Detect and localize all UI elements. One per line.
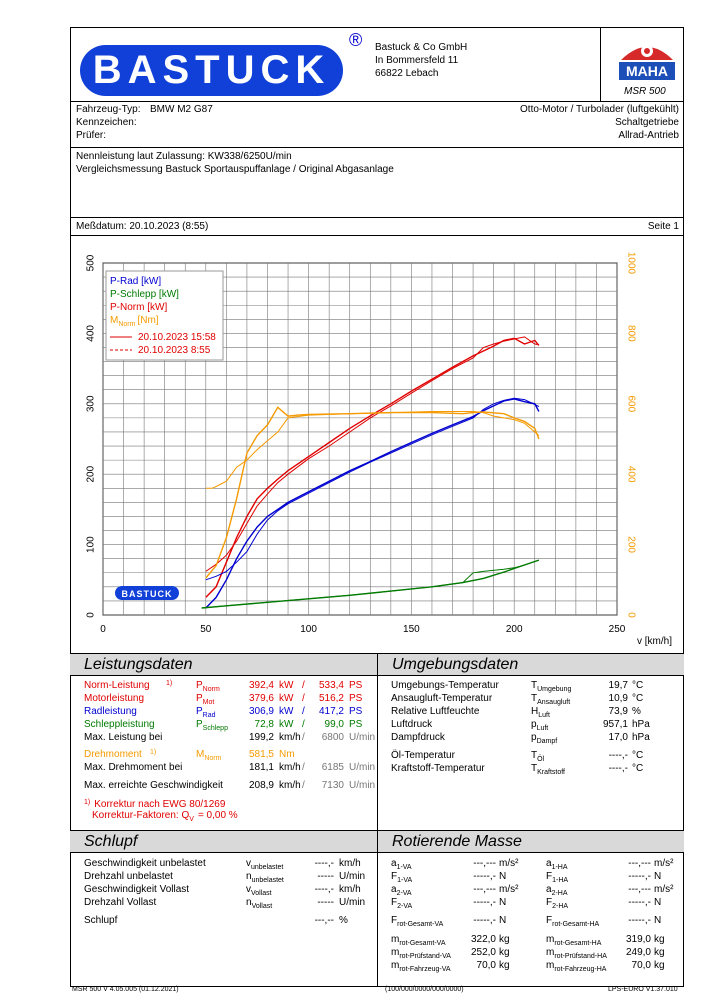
- schlupf-row: [84, 897, 374, 910]
- schlupf-value: ---,--: [314, 915, 334, 926]
- umgebung-symbol-main: p: [531, 732, 537, 743]
- x-tick-label: 50: [200, 624, 212, 635]
- summary-value: 208,9: [248, 780, 274, 791]
- summary-rpm: 6800: [321, 732, 344, 743]
- drehmoment-symbol-sub: Norm: [204, 755, 222, 762]
- schlupf-value: ----,-: [314, 884, 334, 895]
- rotierend-value: 70,0: [476, 960, 496, 971]
- rotierend-symbol-main: F: [546, 897, 553, 908]
- y-left-tick-label: 500: [85, 254, 97, 272]
- rotierend-row-left: [391, 960, 541, 973]
- measure-date: Meßdatum: 20.10.2023 (8:55): [76, 221, 209, 232]
- y-right-tick-label: 200: [625, 536, 637, 553]
- umgebung-symbol-main: T: [531, 750, 538, 761]
- divider: [377, 831, 378, 987]
- leistung-symbol-main: P: [196, 706, 203, 717]
- rotierend-symbol-main: F: [391, 915, 398, 926]
- rotierend-symbol-main: m: [546, 934, 555, 945]
- summary-label: Max. Leistung bei: [84, 732, 163, 743]
- leistung-unit-ps: PS: [349, 719, 363, 730]
- leistung-row: [84, 680, 374, 693]
- legend-m-norm-sym: M: [110, 315, 119, 326]
- schlupf-symbol-sub: unbelastet: [251, 864, 284, 871]
- umgebung-row: [391, 680, 681, 693]
- legend-p-schlepp: P-Schlepp [kW]: [110, 289, 179, 300]
- umgebung-unit: %: [632, 706, 641, 717]
- rotierend-value: 249,0: [625, 947, 651, 958]
- rotierend-symbol-main: m: [391, 947, 400, 958]
- y-right-tick-label: 1000: [625, 251, 637, 275]
- summary-rpm: 7130: [321, 780, 344, 791]
- drehmoment-label: Drehmoment: [84, 749, 142, 760]
- schlupf-row: [84, 858, 374, 871]
- schlupf-symbol-main: n: [246, 897, 252, 908]
- schlupf-unit: km/h: [339, 858, 361, 869]
- rotierend-symbol: [546, 915, 599, 931]
- rotierend-value: -----,-: [628, 897, 651, 908]
- leistung-value-ps: 99,0: [324, 719, 344, 730]
- leistung-unit-ps: PS: [349, 706, 363, 717]
- y-right-tick-label: 800: [625, 325, 637, 342]
- schlupf-symbol-sub: Vollast: [251, 903, 273, 910]
- y-left-tick-label: 400: [85, 325, 97, 342]
- legend-p-rad: P-Rad [kW]: [110, 276, 162, 287]
- divider: [70, 235, 684, 236]
- maha-logo: [617, 38, 677, 82]
- summary-value: 199,2: [248, 732, 274, 743]
- umgebung-symbol-main: H: [531, 706, 539, 717]
- rotierend-symbol-sub: rot-Prüfstand-HA: [554, 953, 607, 960]
- footer-center: (100/000/0000/000/0000): [385, 986, 464, 993]
- rotierend-symbol-sub: 1-VA: [396, 864, 412, 871]
- umgebung-value: 10,9: [608, 693, 628, 704]
- schlupf-symbol-sub: unbelastet: [251, 877, 284, 884]
- rotierend-symbol-sub: rot-Gesamt-VA: [397, 921, 444, 928]
- rotierend-symbol-main: a: [391, 858, 397, 869]
- umgebung-symbol-main: p: [531, 719, 537, 730]
- umgebung-value: 73,9: [608, 706, 628, 717]
- umgebung-symbol-sub: Umgebung: [537, 686, 572, 693]
- tester-label: Prüfer:: [76, 130, 107, 141]
- umgebung-label: Luftdruck: [391, 719, 433, 730]
- rotierend-symbol: [391, 960, 451, 976]
- vehicle-type-value: BMW M2 G87: [150, 104, 213, 115]
- rotierend-symbol: [546, 897, 568, 913]
- leistung-title: Leistungsdaten: [70, 654, 377, 676]
- rotierend-row-left: [391, 871, 541, 884]
- rotierend-unit: N: [499, 897, 507, 908]
- schlupf-row: [84, 884, 374, 897]
- schlupf-title: Schlupf: [70, 831, 377, 853]
- y-left-tick-label: 300: [85, 395, 97, 413]
- leistung-symbol-sub: Rad: [202, 712, 216, 719]
- rotierend-value: -----,-: [473, 915, 496, 926]
- rotierend-symbol-main: F: [546, 871, 553, 882]
- umgebung-label: Öl-Temperatur: [391, 750, 455, 761]
- legend-m-norm-unit: [Nm]: [137, 315, 159, 326]
- note-line: Nennleistung laut Zulassung: KW338/6250U/min: [76, 151, 292, 162]
- rotierend-unit: N: [654, 897, 662, 908]
- leistung-unit-kw: kW: [279, 693, 294, 704]
- rotierend-row-left: [391, 947, 541, 960]
- umgebung-symbol: [531, 732, 557, 748]
- schlupf-label: Geschwindigkeit unbelastet: [84, 858, 206, 869]
- page-number: Seite 1: [647, 221, 679, 232]
- rotierend-symbol-main: m: [391, 960, 400, 971]
- rotierend-symbol-sub: 1-HA: [551, 864, 568, 871]
- umgebung-value: 19,7: [608, 680, 628, 691]
- rotierend-symbol: [391, 897, 412, 913]
- x-tick-label: 0: [100, 624, 106, 635]
- rotierend-value: 322,0: [470, 934, 496, 945]
- leistung-symbol-main: P: [196, 719, 203, 730]
- rotierend-unit: N: [499, 871, 507, 882]
- rotierend-row-right: [546, 915, 696, 928]
- rotierend-value: ---,---: [473, 858, 496, 869]
- device-label: MSR 500: [624, 86, 666, 97]
- summary-unit: km/h: [279, 732, 301, 743]
- schlupf-symbol-main: v: [246, 884, 251, 895]
- umgebung-unit: °C: [632, 693, 644, 704]
- leistung-symbol-main: P: [196, 680, 203, 691]
- umgebung-unit: hPa: [632, 732, 650, 743]
- korrektur-note: 1): [84, 799, 91, 806]
- umgebung-unit: °C: [632, 680, 644, 691]
- umgebung-label: Umgebungs-Temperatur: [391, 680, 499, 691]
- rotierend-symbol-sub: 2-VA: [396, 890, 412, 897]
- faktor-value: = 0,00 %: [197, 810, 238, 821]
- rotierend-symbol: [391, 915, 443, 931]
- leistung-label: Radleistung: [84, 706, 137, 717]
- divider: [70, 217, 684, 218]
- divider: [377, 654, 378, 830]
- rotierend-symbol-sub: 1-VA: [397, 877, 413, 884]
- drehmoment-note: 1): [150, 749, 157, 756]
- umgebung-symbol-sub: Luft: [538, 712, 550, 719]
- schlupf-value: -----: [317, 897, 334, 908]
- leistung-row: [84, 693, 374, 706]
- rotierend-unit: kg: [499, 934, 510, 945]
- rotierend-symbol-main: a: [546, 884, 552, 895]
- leistung-slash: /: [302, 706, 305, 717]
- leistung-value-ps: 516,2: [318, 693, 344, 704]
- rotierend-value: 319,0: [625, 934, 651, 945]
- schlupf-unit: U/min: [339, 897, 366, 908]
- rotierend-row-right: [546, 858, 696, 871]
- company-line: 66822 Lebach: [375, 68, 439, 79]
- x-tick-label: 100: [300, 624, 317, 635]
- summary-rpm-unit: U/min: [349, 780, 376, 791]
- umgebung-symbol-main: T: [531, 763, 538, 774]
- rotierend-symbol: [546, 960, 606, 976]
- umgebung-symbol-sub: Ansaugluft: [537, 699, 571, 706]
- rotierend-symbol-sub: 1-HA: [552, 877, 569, 884]
- leistung-note: 1): [166, 680, 173, 687]
- leistung-summary-row: [84, 780, 374, 793]
- rotierend-row-left: [391, 884, 541, 897]
- schlupf-unit: U/min: [339, 871, 366, 882]
- umgebung-row: [391, 693, 681, 706]
- rotierend-value: -----,-: [628, 871, 651, 882]
- rotierend-unit: kg: [499, 947, 510, 958]
- divider: [70, 101, 684, 102]
- leistung-symbol-main: P: [196, 693, 203, 704]
- schlupf-symbol-main: v: [246, 858, 251, 869]
- rotierend-row-right: [546, 947, 696, 960]
- umgebung-label: Kraftstoff-Temperatur: [391, 763, 485, 774]
- leistung-label: Schleppleistung: [84, 719, 155, 730]
- rotierend-row-right: [546, 934, 696, 947]
- y-right-tick-label: 600: [625, 395, 637, 413]
- rotierend-symbol-main: F: [391, 871, 398, 882]
- umgebung-value: 957,1: [602, 719, 628, 730]
- schlupf-value: -----: [317, 871, 334, 882]
- divider: [600, 27, 601, 101]
- drehmoment-row: [84, 749, 374, 762]
- leistung-value-kw: 392,4: [248, 680, 274, 691]
- rotierend-symbol-main: a: [391, 884, 397, 895]
- footer-left: MSR 500 V 4.05.005 (01.12.2021): [72, 986, 179, 993]
- leistung-unit-kw: kW: [279, 680, 294, 691]
- umgebung-row: [391, 750, 681, 763]
- registered-mark: ®: [349, 30, 363, 50]
- summary-rpm-unit: U/min: [349, 732, 376, 743]
- drive-type: Allrad-Antrieb: [618, 130, 679, 141]
- chart-badge: [115, 586, 179, 600]
- rotierend-symbol-main: m: [546, 947, 555, 958]
- summary-rpm: 6185: [321, 762, 344, 773]
- divider: [70, 147, 684, 148]
- y-left-tick-label: 200: [85, 465, 97, 483]
- summary-unit: km/h: [279, 762, 301, 773]
- schlupf-unit: km/h: [339, 884, 361, 895]
- schlupf-label: Geschwindigkeit Vollast: [84, 884, 190, 895]
- summary-slash: /: [302, 762, 305, 773]
- summary-label: Max. erreichte Geschwindigkeit: [84, 780, 223, 791]
- rotierend-symbol-sub: rot-Prüfstand-VA: [399, 953, 451, 960]
- rotierend-row-right: [546, 960, 696, 973]
- rotierend-value: -----,-: [628, 915, 651, 926]
- rotierend-symbol-main: F: [391, 897, 398, 908]
- faktor-sub: V: [189, 816, 194, 823]
- rotierend-unit: kg: [499, 960, 510, 971]
- umgebung-symbol-main: T: [531, 680, 538, 691]
- rotierend-unit: kg: [654, 960, 665, 971]
- umgebung-symbol-main: T: [531, 693, 538, 704]
- schlupf-symbol-main: n: [246, 871, 252, 882]
- engine-type: Otto-Motor / Turbolader (luftgekühlt): [520, 104, 679, 115]
- leistung-value-ps: 533,4: [318, 680, 344, 691]
- leistung-symbol-sub: Mot: [202, 699, 215, 706]
- umgebung-symbol-sub: Luft: [536, 725, 549, 732]
- drehmoment-unit: Nm: [279, 749, 295, 760]
- rotierend-row-left: [391, 915, 541, 928]
- leistung-slash: /: [302, 719, 305, 730]
- y-left-tick-label: 100: [85, 536, 97, 553]
- umgebung-title: Umgebungsdaten: [377, 654, 684, 676]
- umgebung-symbol-sub: Kraftstoff: [537, 769, 565, 776]
- umgebung-label: Relative Luftfeuchte: [391, 706, 480, 717]
- rotierend-symbol-sub: rot-Fahrzeug-HA: [554, 966, 607, 973]
- umgebung-symbol-sub: Öl: [537, 756, 545, 763]
- rotierend-symbol-sub: rot-Gesamt-VA: [399, 940, 446, 947]
- umgebung-label: Dampfdruck: [391, 732, 445, 743]
- summary-slash: /: [302, 732, 305, 743]
- leistung-symbol-sub: Norm: [202, 686, 220, 693]
- schlupf-row: [84, 871, 374, 884]
- x-tick-label: 250: [608, 624, 626, 635]
- leistung-symbol-sub: Schlepp: [202, 725, 228, 732]
- rotierend-unit: kg: [654, 934, 665, 945]
- leistung-value-ps: 417,2: [318, 706, 344, 717]
- gearbox-type: Schaltgetriebe: [615, 117, 679, 128]
- leistung-value-kw: 306,9: [248, 706, 274, 717]
- rotierend-unit: kg: [654, 947, 665, 958]
- leistung-label: Norm-Leistung: [84, 680, 150, 691]
- umgebung-unit: °C: [632, 750, 644, 761]
- umgebung-value: ----,-: [608, 763, 628, 774]
- rotierend-value: -----,-: [473, 871, 496, 882]
- x-tick-label: 200: [505, 624, 523, 635]
- power-chart: [70, 240, 684, 650]
- rotierend-row-right: [546, 871, 696, 884]
- leistung-label: Motorleistung: [84, 693, 145, 704]
- drehmoment-symbol-main: M: [196, 749, 205, 760]
- rotierend-unit: N: [654, 915, 662, 926]
- schlupf-unit: %: [339, 915, 348, 926]
- schlupf-label: Drehzahl unbelastet: [84, 871, 173, 882]
- rotierend-value: 70,0: [631, 960, 651, 971]
- rotierend-value: -----,-: [473, 897, 496, 908]
- rotierend-symbol-sub: 2-HA: [551, 890, 568, 897]
- drehmoment-value: 581,5: [248, 749, 274, 760]
- maha-logo-text: MAHA: [626, 63, 668, 79]
- leistung-summary-row: [84, 732, 374, 745]
- vehicle-type-label: Fahrzeug-Typ:: [76, 104, 141, 115]
- footer-right: LPS-EURO V1.37.010: [608, 986, 678, 993]
- leistung-slash: /: [302, 693, 305, 704]
- summary-slash: /: [302, 780, 305, 791]
- leistung-row: [84, 719, 374, 732]
- rotierend-title: Rotierende Masse: [377, 831, 684, 853]
- schlupf-symbol-sub: Vollast: [251, 890, 272, 897]
- umgebung-row: [391, 719, 681, 732]
- umgebung-unit: hPa: [632, 719, 650, 730]
- rotierend-value: ---,---: [473, 884, 496, 895]
- rotierend-row-left: [391, 858, 541, 871]
- umgebung-symbol-sub: Dampf: [536, 738, 558, 745]
- umgebung-unit: °C: [632, 763, 644, 774]
- leistung-unit-kw: kW: [279, 719, 294, 730]
- umgebung-row: [391, 763, 681, 776]
- leistung-unit-kw: kW: [279, 706, 294, 717]
- leistung-slash: /: [302, 680, 305, 691]
- korrektur-text: Korrektur nach EWG 80/1269: [94, 799, 226, 810]
- summary-value: 181,1: [248, 762, 274, 773]
- x-axis-label: v [km/h]: [636, 636, 672, 647]
- schlupf-label: Drehzahl Vollast: [84, 897, 157, 908]
- rotierend-value: ---,---: [628, 858, 651, 869]
- bastuck-logo: [80, 45, 343, 96]
- rotierend-unit: m/s²: [499, 858, 519, 869]
- umgebung-row: [391, 732, 681, 745]
- chart-legend: [106, 271, 223, 360]
- umgebung-value: ----,-: [608, 750, 628, 761]
- schlupf-label: Schlupf: [84, 915, 118, 926]
- summary-rpm-unit: U/min: [349, 762, 376, 773]
- umgebung-value: 17,0: [608, 732, 628, 743]
- rotierend-symbol-sub: rot-Gesamt-HA: [554, 940, 602, 947]
- leistung-summary-row: [84, 762, 374, 775]
- summary-unit: km/h: [279, 780, 301, 791]
- rotierend-symbol-sub: 2-VA: [397, 903, 413, 910]
- company-line: In Bommersfeld 11: [375, 55, 459, 66]
- note-line: Vergleichsmessung Bastuck Sportauspuffanlage / Original Abgasanlage: [76, 164, 394, 175]
- rotierend-row-right: [546, 897, 696, 910]
- rotierend-row-left: [391, 934, 541, 947]
- schlupf-symbol: [246, 897, 272, 913]
- rotierend-symbol-main: m: [391, 934, 400, 945]
- chart-badge-text: BASTUCK: [121, 589, 173, 599]
- leistung-value-kw: 72,8: [254, 719, 274, 730]
- legend-p-norm: P-Norm [kW]: [110, 302, 168, 313]
- x-tick-label: 150: [403, 624, 420, 635]
- korrektur-row: [84, 797, 225, 811]
- legend-run2: 20.10.2023 8:55: [138, 345, 211, 356]
- rotierend-symbol-sub: rot-Fahrzeug-VA: [399, 966, 451, 973]
- leistung-row: [84, 706, 374, 719]
- rotierend-symbol-main: a: [546, 858, 552, 869]
- y-left-tick-label: 0: [85, 612, 97, 618]
- rotierend-unit: m/s²: [499, 884, 519, 895]
- rotierend-unit: m/s²: [654, 858, 674, 869]
- rotierend-row-left: [391, 897, 541, 910]
- company-line: Bastuck & Co GmbH: [375, 42, 468, 53]
- rotierend-unit: N: [654, 871, 662, 882]
- rotierend-value: 252,0: [470, 947, 496, 958]
- korrektur-faktor-row: [92, 810, 238, 826]
- rotierend-symbol-main: F: [546, 915, 553, 926]
- rotierend-symbol-sub: 2-HA: [552, 903, 569, 910]
- umgebung-label: Ansaugluft-Temperatur: [391, 693, 493, 704]
- logo-text: BASTUCK: [92, 48, 331, 92]
- umgebung-symbol: [531, 763, 565, 779]
- leistung-unit-ps: PS: [349, 680, 363, 691]
- faktor-label: Korrektur-Faktoren: Q: [92, 810, 190, 821]
- rotierend-unit: N: [499, 915, 507, 926]
- rotierend-value: ---,---: [628, 884, 651, 895]
- legend-m-norm-sub: Norm: [118, 321, 136, 328]
- schlupf-value: ----,-: [314, 858, 334, 869]
- rotierend-symbol-sub: rot-Gesamt-HA: [552, 921, 600, 928]
- rotierend-symbol-main: m: [546, 960, 555, 971]
- y-right-tick-label: 400: [625, 465, 637, 483]
- umgebung-row: [391, 706, 681, 719]
- rotierend-row-right: [546, 884, 696, 897]
- legend-run1: 20.10.2023 15:58: [138, 332, 216, 343]
- plate-label: Kennzeichen:: [76, 117, 137, 128]
- y-right-tick-label: 0: [625, 612, 637, 618]
- leistung-unit-ps: PS: [349, 693, 363, 704]
- leistung-value-kw: 379,6: [248, 693, 274, 704]
- schlupf-row: [84, 915, 374, 928]
- rotierend-unit: m/s²: [654, 884, 674, 895]
- summary-label: Max. Drehmoment bei: [84, 762, 183, 773]
